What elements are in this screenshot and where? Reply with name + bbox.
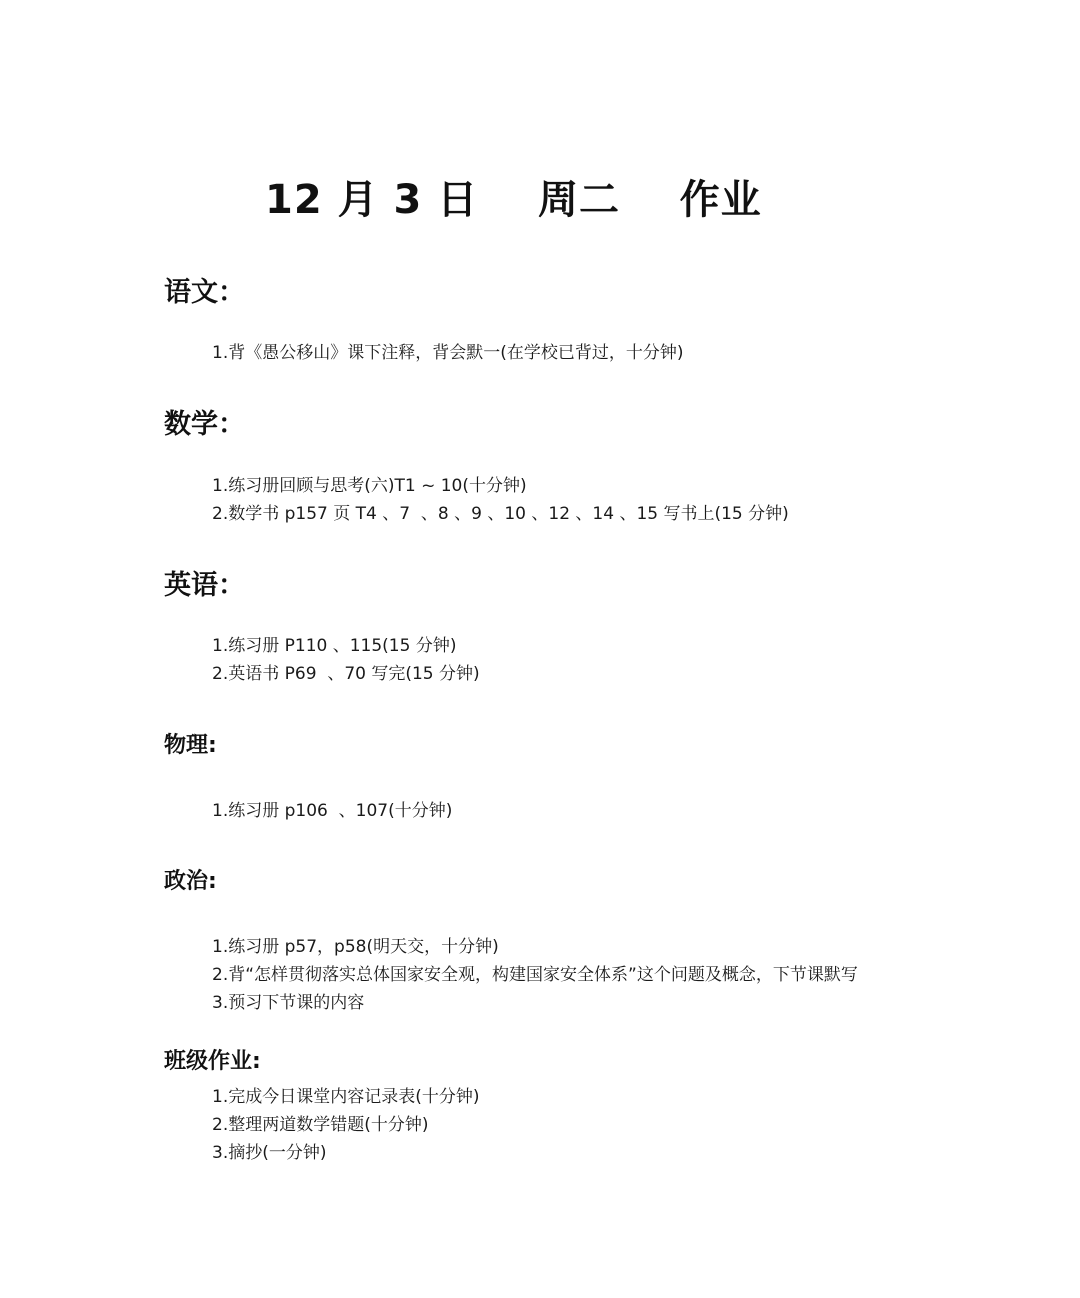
class-homework-list: [212, 1083, 479, 1167]
list-item: 2.整理两道数学错题(十分钟): [212, 1115, 429, 1135]
list-item: 1.练习册 p106 、107(十分钟): [212, 801, 453, 821]
list-item: 2.数学书 p157 页 T4 、7 、8 、9 、10 、12 、14 、15 写书上(15 分钟): [212, 504, 789, 524]
list-item: 3.预习下节课的内容: [212, 993, 365, 1013]
list-item: 1.完成今日课堂内容记录表(十分钟): [212, 1087, 480, 1107]
list-item: 2.背“怎样贯彻落实总体国家安全观，构建国家安全体系”这个问题及概念，下节课默写: [212, 965, 858, 985]
politics-homework-list: [212, 933, 858, 1017]
list-item: 1.练习册 P110 、115(15 分钟): [212, 636, 457, 656]
section-heading-physics: 物理:: [164, 733, 217, 758]
math-homework-list: [212, 472, 789, 528]
section-heading-chinese: 语文：: [164, 277, 245, 308]
section-heading-english: 英语：: [164, 570, 245, 601]
physics-homework-list: [212, 797, 452, 825]
section-heading-class-homework: 班级作业:: [164, 1049, 261, 1074]
list-item: 2.英语书 P69 、70 写完(15 分钟): [212, 664, 480, 684]
page-title: 12 月 3 日 周二 作业: [265, 177, 762, 223]
list-item: 1.练习册回顾与思考(六)T1 ~ 10(十分钟): [212, 476, 527, 496]
english-homework-list: [212, 632, 480, 688]
section-heading-politics: 政治:: [164, 869, 217, 894]
list-item: 1.背《愚公移山》课下注释，背会默一(在学校已背过，十分钟): [212, 343, 684, 363]
list-item: 3.摘抄(一分钟): [212, 1143, 327, 1163]
chinese-homework-list: [212, 339, 683, 367]
section-heading-math: 数学：: [164, 409, 245, 440]
list-item: 1.练习册 p57，p58(明天交，十分钟): [212, 937, 499, 957]
